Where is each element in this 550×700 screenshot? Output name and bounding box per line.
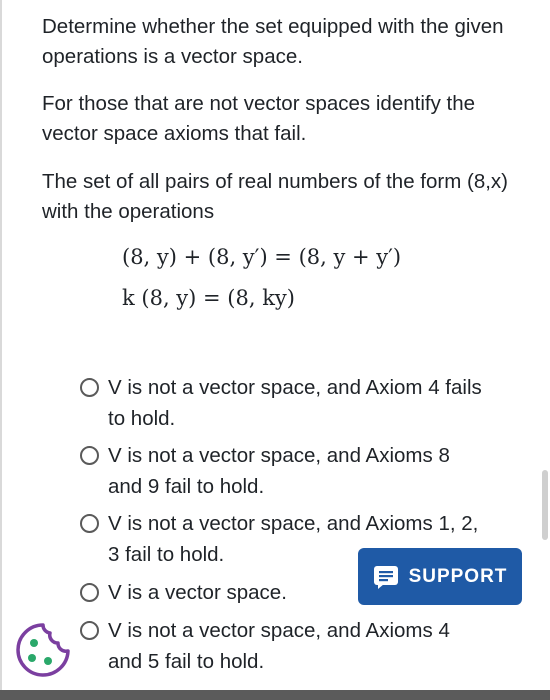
support-button[interactable] (358, 548, 522, 605)
question-instruction: For those that are not vector spaces identify the vector space axioms that fail. (42, 92, 476, 145)
scalar-multiplication-equation: k (8, y) = (8, ky) (122, 286, 295, 310)
option-label: V is not a vector space, and Axiom 4 fails to hold. (108, 376, 482, 430)
support-label: SUPPORT (408, 565, 508, 587)
chat-bubble-icon (373, 565, 399, 589)
option-label: V is not a vector space, and Axioms 8 and 9 fail to hold. (108, 444, 450, 498)
radio-button[interactable] (80, 378, 99, 397)
scrollbar[interactable] (542, 470, 548, 540)
radio-button[interactable] (80, 621, 99, 640)
option-label: V is a vector space. (108, 581, 287, 604)
addition-equation: (8, y) + (8, y′) = (8, y + y′) (122, 245, 402, 269)
set-description: The set of all pairs of real numbers of the form (8,x) with the operations (42, 170, 508, 223)
answer-option-1[interactable] (80, 372, 500, 434)
radio-button[interactable] (80, 514, 99, 533)
answer-option-5[interactable] (80, 615, 500, 677)
page-left-border (0, 0, 2, 700)
option-label: V is not a vector space, and Axioms 1, 2, 3 fail to hold. (108, 512, 479, 566)
answer-option-2[interactable] (80, 440, 500, 502)
radio-button[interactable] (80, 583, 99, 602)
option-label: V is not a vector space, and Axioms 4 and 5 fail to hold. (108, 619, 450, 673)
cookie-icon[interactable] (14, 621, 72, 679)
bottom-bar (0, 690, 550, 700)
radio-button[interactable] (80, 446, 99, 465)
question-intro: Determine whether the set equipped with the given operations is a vector space. (42, 15, 504, 68)
